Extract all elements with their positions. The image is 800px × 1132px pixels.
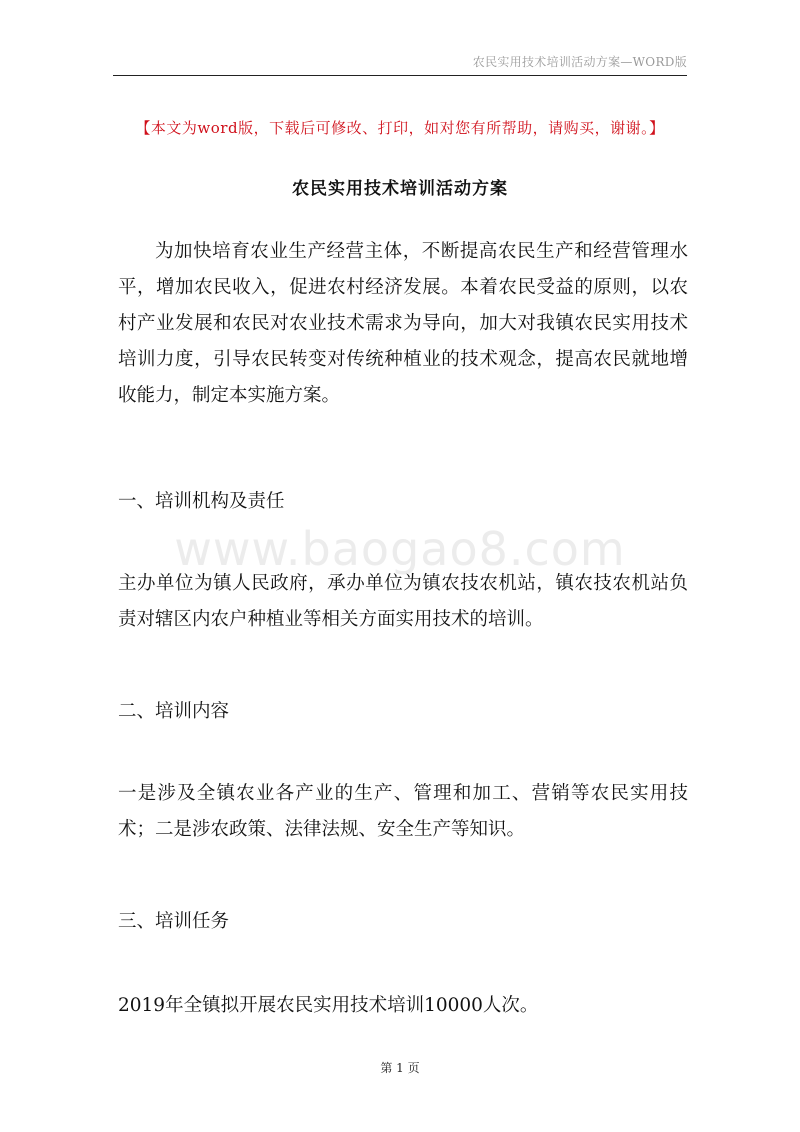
section-body-2: 一是涉及全镇农业各产业的生产、管理和加工、营销等农民实用技术；二是涉农政策、法律法规、安全生产等知识。 bbox=[118, 783, 688, 840]
section-body-1: 主办单位为镇人民政府，承办单位为镇农技农机站，镇农技农机站负责对辖区内农户种植业等相关方面实用技术的培训。 bbox=[118, 573, 688, 630]
running-header: 农民实用技术培训活动方案—WORD版 bbox=[472, 55, 687, 69]
section-body-3: 2019年全镇拟开展农民实用技术培训10000人次。 bbox=[118, 995, 539, 1016]
intro-paragraph: 为加快培育农业生产经营主体，不断提高农民生产和经营管理水平，增加农民收入，促进农村经济发展。本着农民受益的原则，以农村产业发展和农民对农业技术需求为导向，加大对我镇农民实用技术培训力度，引导农民转变对传统种植业的技术观念，提高农民就地增收能力，制定本实施方案。 bbox=[118, 241, 688, 406]
section-heading-1: 一、培训机构及责任 bbox=[118, 491, 285, 512]
header-divider bbox=[113, 75, 687, 76]
section-heading-3: 三、培训任务 bbox=[118, 911, 230, 932]
watermark-text: www.baogao8.com bbox=[174, 522, 626, 576]
document-title: 农民实用技术培训活动方案 bbox=[292, 179, 508, 199]
section-heading-2: 二、培训内容 bbox=[118, 701, 230, 722]
purchase-notice: 【本文为word版，下载后可修改、打印，如对您有所帮助，请购买，谢谢。】 bbox=[135, 119, 665, 137]
page-number: 第 1 页 bbox=[380, 1061, 420, 1075]
